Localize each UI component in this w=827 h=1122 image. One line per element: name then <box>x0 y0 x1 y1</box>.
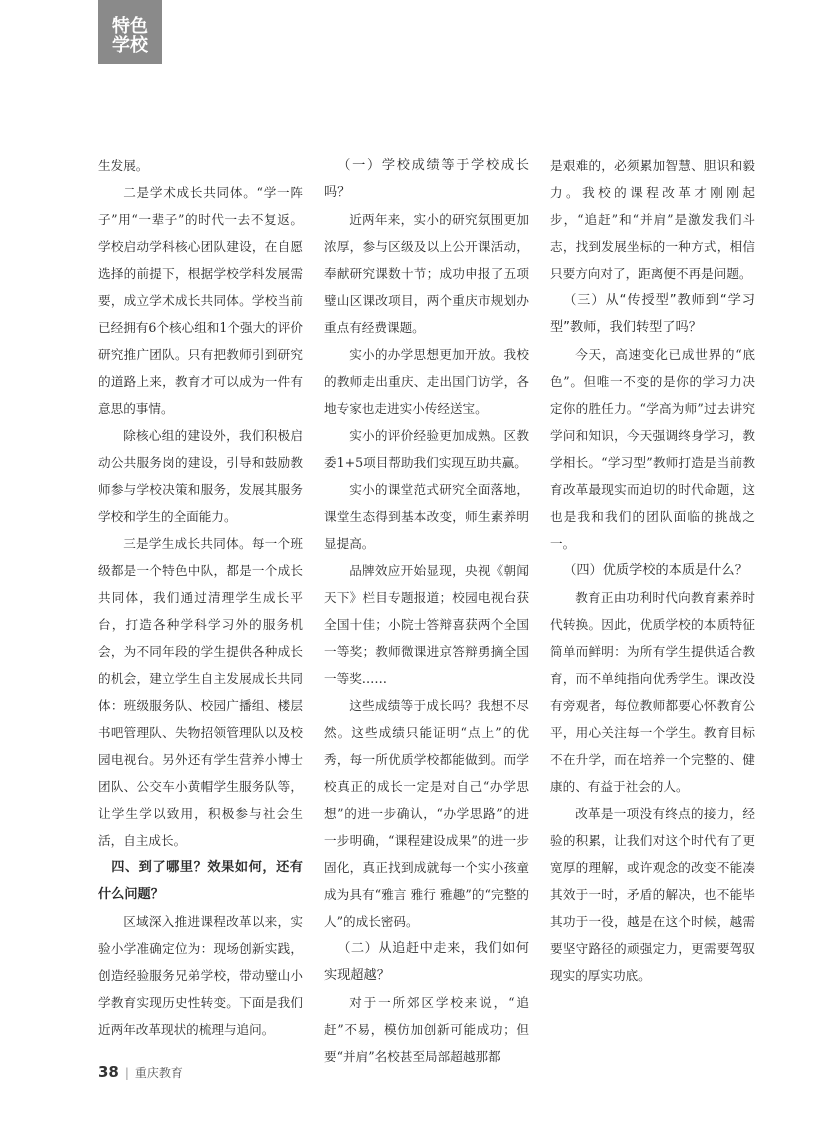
page-number: 38 <box>98 1063 119 1081</box>
paragraph: 生发展。 <box>98 158 149 173</box>
text-column-left <box>98 152 303 1043</box>
paragraph: 实小的办学思想更加开放。我校的教师走出重庆、走出国门访学，各地专家也走进实小传经送宝。 <box>324 347 529 416</box>
paragraph: 二是学术成长共同体。“学一阵子”用“一辈子”的时代一去不复返。学校启动学科核心团队建设，在自愿选择的前提下，根据学校学科发展需要，成立学术成长共同体。学校当前已经拥有6个核心组和1个强大的评价研究推广团队。只有把教师引到研究的道路上来，教育才可以成为一件有意思的事情。 <box>98 185 303 416</box>
footer-separator: | <box>124 1066 129 1080</box>
paragraph: 近两年来，实小的研究氛围更加浓厚，参与区级及以上公开课活动，奉献研究课数十节；成功申报了五项璧山区课改项目，两个重庆市规划办重点有经费课题。 <box>324 212 529 335</box>
paragraph: 改革是一项没有终点的接力，经验的积累，让我们对这个时代有了更宽厚的理解，或许观念的改变不能凑其效于一时，矛盾的解决，也不能毕其功于一役，越是在这个时候，越需要坚守路径的顽强定力，更需要驾驭现实的厚实功底。 <box>550 806 755 983</box>
paragraph: 三是学生成长共同体。每一个班级都是一个特色中队，都是一个成长共同体，我们通过清理学生成长平台，打造各种学科学习外的服务机会，为不同年段的学生提供各种成长的机会，建立学生自主发展成长共同体：班级服务队、校园广播组、楼层书吧管理队、失物招领管理队以及校园电视台。另外还有学生营养小博士团队、公交车小黄帽学生服务队等，让学生学以致用，积极参与社会生活，自主成长。 <box>98 536 303 848</box>
paragraph: 这些成绩等于成长吗？我想不尽然。这些成绩只能证明“点上”的优秀，每一所优质学校都能做到。而学校真正的成长一定是对自己“办学思想”的进一步确认，“办学思路”的进一步明确，“课程建设成果”的进一步固化，真正找到成就每一个实小孩童成为具有“雅言 雅行 雅趣”的“完整的人”的成长密码。 <box>324 698 529 929</box>
section-tag-line2: 学校 <box>112 35 148 56</box>
subsection-heading: （二）从追赶中走来，我们如何实现超越？ <box>324 941 529 983</box>
section-tag <box>98 0 162 64</box>
text-column-middle <box>324 152 529 1070</box>
paragraph: 实小的课堂范式研究全面落地，课堂生态得到基本改变，师生素养明显提高。 <box>324 482 529 551</box>
paragraph: 除核心组的建设外，我们积极启动公共服务岗的建设，引导和鼓励教师参与学校决策和服务，发展其服务学校和学生的全面能力。 <box>98 428 303 524</box>
paragraph: 是艰难的，必须累加智慧、胆识和毅力。我校的课程改革才刚刚起步，“追赶”和“并肩”是激发我们斗志，找到发展坐标的一种方式，相信只要方向对了，距离便不再是问题。 <box>550 158 755 281</box>
paragraph: 区域深入推进课程改革以来，实验小学准确定位为：现场创新实践，创造经验服务兄弟学校，带动璧山小学教育实现历史性转变。下面是我们近两年改革现状的梳理与追问。 <box>98 914 303 1037</box>
text-column-right <box>550 152 755 989</box>
subsection-heading: （一）学校成绩等于学校成长吗？ <box>324 158 529 200</box>
section-tag-line1: 特色 <box>112 16 148 37</box>
section-heading: 四、到了哪里？效果如何，还有什么问题？ <box>98 860 303 902</box>
paragraph: 实小的评价经验更加成熟。区教委1+5项目帮助我们实现互助共赢。 <box>324 428 529 470</box>
paragraph: 教育正由功利时代向教育素养时代转换。因此，优质学校的本质特征简单而鲜明：为所有学生提供适合教育，而不单纯指向优秀学生。课改没有旁观者，每位教师都要心怀教育公平，用心关注每一个学生。教育目标不在升学，而在培养一个完整的、健康的、有益于社会的人。 <box>550 590 755 794</box>
subsection-heading: （四）优质学校的本质是什么？ <box>563 563 748 578</box>
journal-name: 重庆教育 <box>134 1066 183 1080</box>
paragraph: 今天，高速变化已成世界的“底色”。但唯一不变的是你的学习力决定你的胜任力。“学高为师”过去讲究学问和知识，今天强调终身学习，教学相长。“学习型”教师打造是当前教育改革最现实而迫切的时代命题，这也是我和我们的团队面临的挑战之一。 <box>550 347 755 551</box>
paragraph: 品牌效应开始显现，央视《朝闻天下》栏目专题报道；校园电视台获全国十佳；小院士答辩喜获两个全国一等奖；教师微课进京答辩勇摘全国一等奖…… <box>324 563 529 686</box>
page-footer <box>98 1063 183 1081</box>
paragraph: 对于一所郊区学校来说，“追赶”不易，模仿加创新可能成功；但要“并肩”名校甚至局部超越那都 <box>324 995 529 1064</box>
subsection-heading: （三）从“传授型”教师到“学习型”教师，我们转型了吗？ <box>550 293 755 335</box>
